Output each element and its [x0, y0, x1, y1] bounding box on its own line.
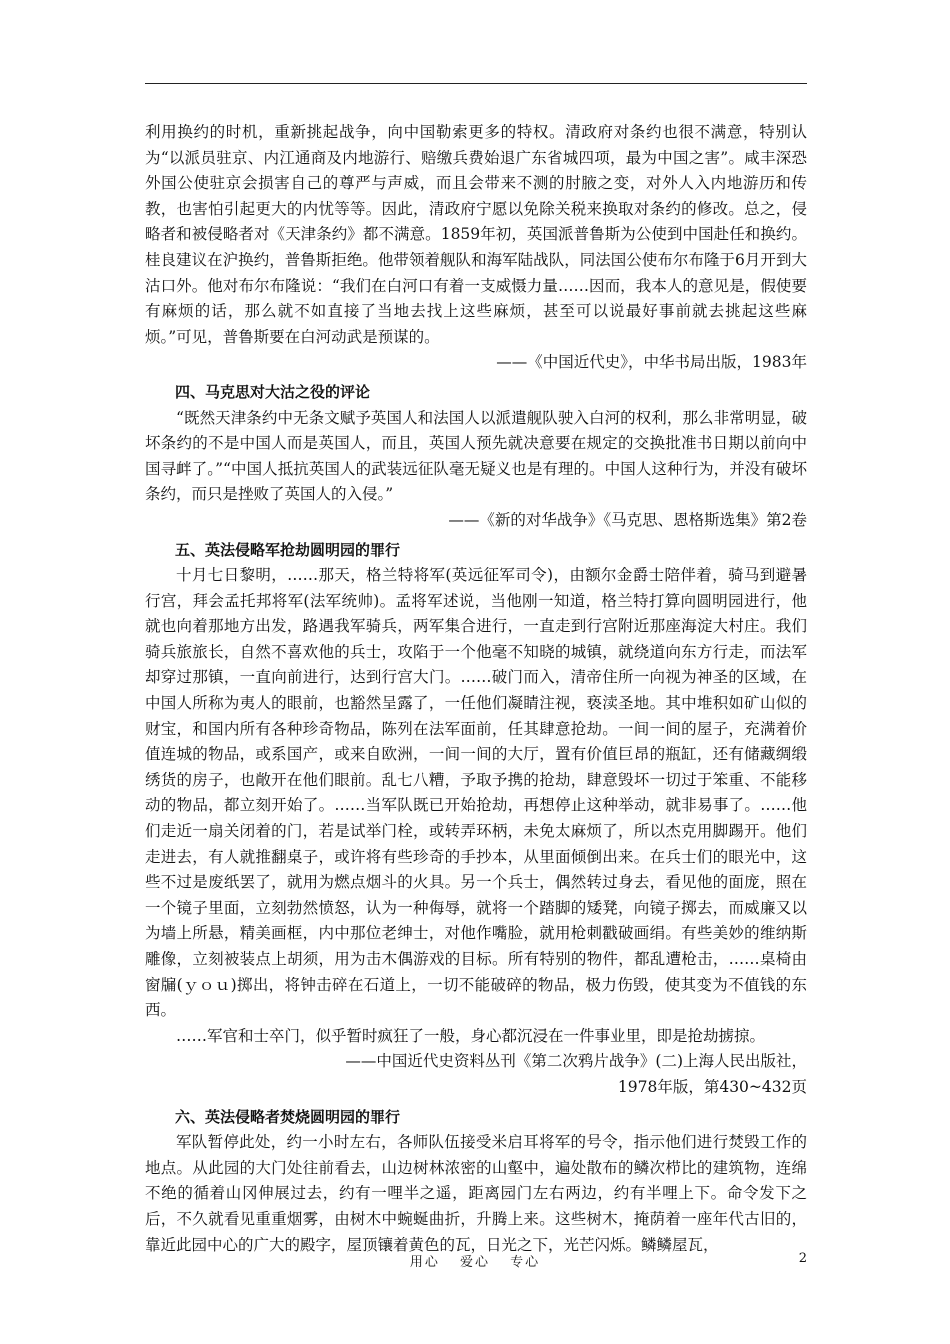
section3-source: ——《中国近代史》，中华书局出版，1983年: [496, 353, 807, 372]
section6-heading: 六、英法侵略者焚烧圆明园的罪行: [175, 1107, 401, 1126]
section5-source-line1: ——中国近代史资料丛刊《第二次鸦片战争》(二)上海人民出版社，: [345, 1052, 807, 1071]
document-body: [145, 120, 807, 1258]
section5-body2: ……军官和士卒门，似乎暂时疯狂了一般，身心都沉浸在一件事业里，即是抢劫掳掠。: [176, 1026, 766, 1045]
page-footer: [0, 1251, 950, 1271]
header-rule: [145, 83, 807, 84]
section5-body: 十月七日黎明，……那天，格兰特将军(英远征军司令)，由额尔金爵士陪伴着，骑马到避暑行宫，拜会孟托邦将军(法军统帅)。孟将军述说，当他刚一知道，格兰特打算向圆明园进行，他就也向着那地方出发，路遇我军骑兵，两军集合进行，一直走到行宫附近那座海淀大村庄。我们骑兵旅旅长，自然不喜欢他的兵士，攻陷于一个他毫不知晓的城镇，就绕道向东方行走，而法军却穿过那镇，一直向前进行，达到行宫大门。……破门而入，清帝住所一向视为神圣的区域，在中国人所称为夷人的眼前，也豁然呈露了，一任他们凝睛注视，亵渎圣地。其中堆积如矿山似的财宝，和国内所有各种珍奇物品，陈列在法军面前，任其肆意抢劫。一间一间的屋子，充满着价值连城的物品，或系国产，或来自欧洲，一间一间的大厅，置有价值巨昂的瓶缸，还有储藏绸缎绣货的房子，也敞开在他们眼前。乱七八糟，予取予携的抢劫，肆意毁坏一切过于笨重、不能移动的物品，都立刻开始了。……当军队既已开始抢劫，再想停止这种举动，就非易事了。……他们走近一扇关闭着的门，若是试举门栓，或转弄环柄，未免太麻烦了，所以杰克用脚踢开。他们走进去，有人就推翻桌子，或许将有些珍奇的手抄本，从里面倾倒出来。在兵士们的眼光中，这些不过是废纸罢了，就用为燃点烟斗的火具。另一个兵士，偶然转过身去，看见他的面庞，照在一个镜子里面，立刻勃然愤怒，认为一种侮辱，就将一个踏脚的矮凳，向镜子掷去，而威廉又以为墙上所悬，精美画框，内中那位老绅士，对他作嘴脸，就用枪刺戳破画绢。有些美妙的维纳斯雕像，立刻被装点上胡须，用为击木偶游戏的目标。所有特别的物件，都乱遭枪击，……桌椅由窗牖(ｙｏｕ)掷出，将钟击碎在石道上，一切不能破碎的物品，极力伤毁，使其变为不值钱的东西。: [145, 566, 807, 1020]
section6-body: 军队暂停此处，约一小时左右，各师队伍接受米启耳将军的号令，指示他们进行焚毁工作的地点。从此园的大门处往前看去，山边树林浓密的山壑中，遍处散布的鳞次栉比的建筑物，连绵不绝的循着山冈伸展过去，约有一哩半之遥，距离园门左右两边，约有半哩上下。命令发下之后，不久就看见重重烟雾，由树木中蜿蜒曲折，升腾上来。这些树木，掩荫着一座年代古旧的，靠近此园中心的广大的殿字，屋顶镶着黄色的瓦，日光之下，光芒闪烁。鳞鳞屋瓦，: [145, 1133, 807, 1254]
section4-heading: 四、马克思对大沽之役的评论: [175, 382, 371, 401]
footer-motto: 用心 爱心 专心: [409, 1255, 541, 1270]
section4-source: ——《新的对华战争》《马克思、恩格斯选集》第2卷: [448, 510, 807, 529]
page-number: 2: [798, 1251, 807, 1266]
section5-source-line2: 1978年版，第430~432页: [617, 1077, 807, 1096]
section4-body: “既然天津条约中无条文赋予英国人和法国人以派遣舰队驶入白河的权利，那么非常明显，破坏条约的不是中国人而是英国人，而且，英国人预先就决意要在规定的交换批准书日期以前向中国寻衅了。”“中国人抵抗英国人的武装远征队毫无疑义也是有理的。中国人这种行为，并没有破坏条约，而只是挫败了英国人的入侵。”: [145, 408, 807, 504]
section5-heading: 五、英法侵略军抢劫圆明园的罪行: [175, 540, 401, 559]
section3-body: 利用换约的时机，重新挑起战争，向中国勒索更多的特权。清政府对条约也很不满意，特别认为“以派员驻京、内江通商及内地游行、赔缴兵费始退广东省城四项，最为中国之害”。咸丰深恐外国公使驻京会损害自己的尊严与声威，而且会带来不测的肘腋之变，对外人入内地游历和传教，也害怕引起更大的内忧等等。因此，清政府宁愿以免除关税来换取对条约的修改。总之，侵略者和被侵略者对《天津条约》都不满意。1859年初，英国派普鲁斯为公使到中国赴任和换约。桂良建议在沪换约，普鲁斯拒绝。他带领着舰队和海军陆战队，同法国公使布尔布隆于6月开到大沽口外。他对布尔布隆说：“我们在白河口有着一支威慑力量……因而，我本人的意见是，假使要有麻烦的话，那么就不如直接了当地去找上这些麻烦，甚至可以说最好事前就去挑起这些麻烦。”可见，普鲁斯要在白河动武是预谋的。: [145, 123, 807, 346]
